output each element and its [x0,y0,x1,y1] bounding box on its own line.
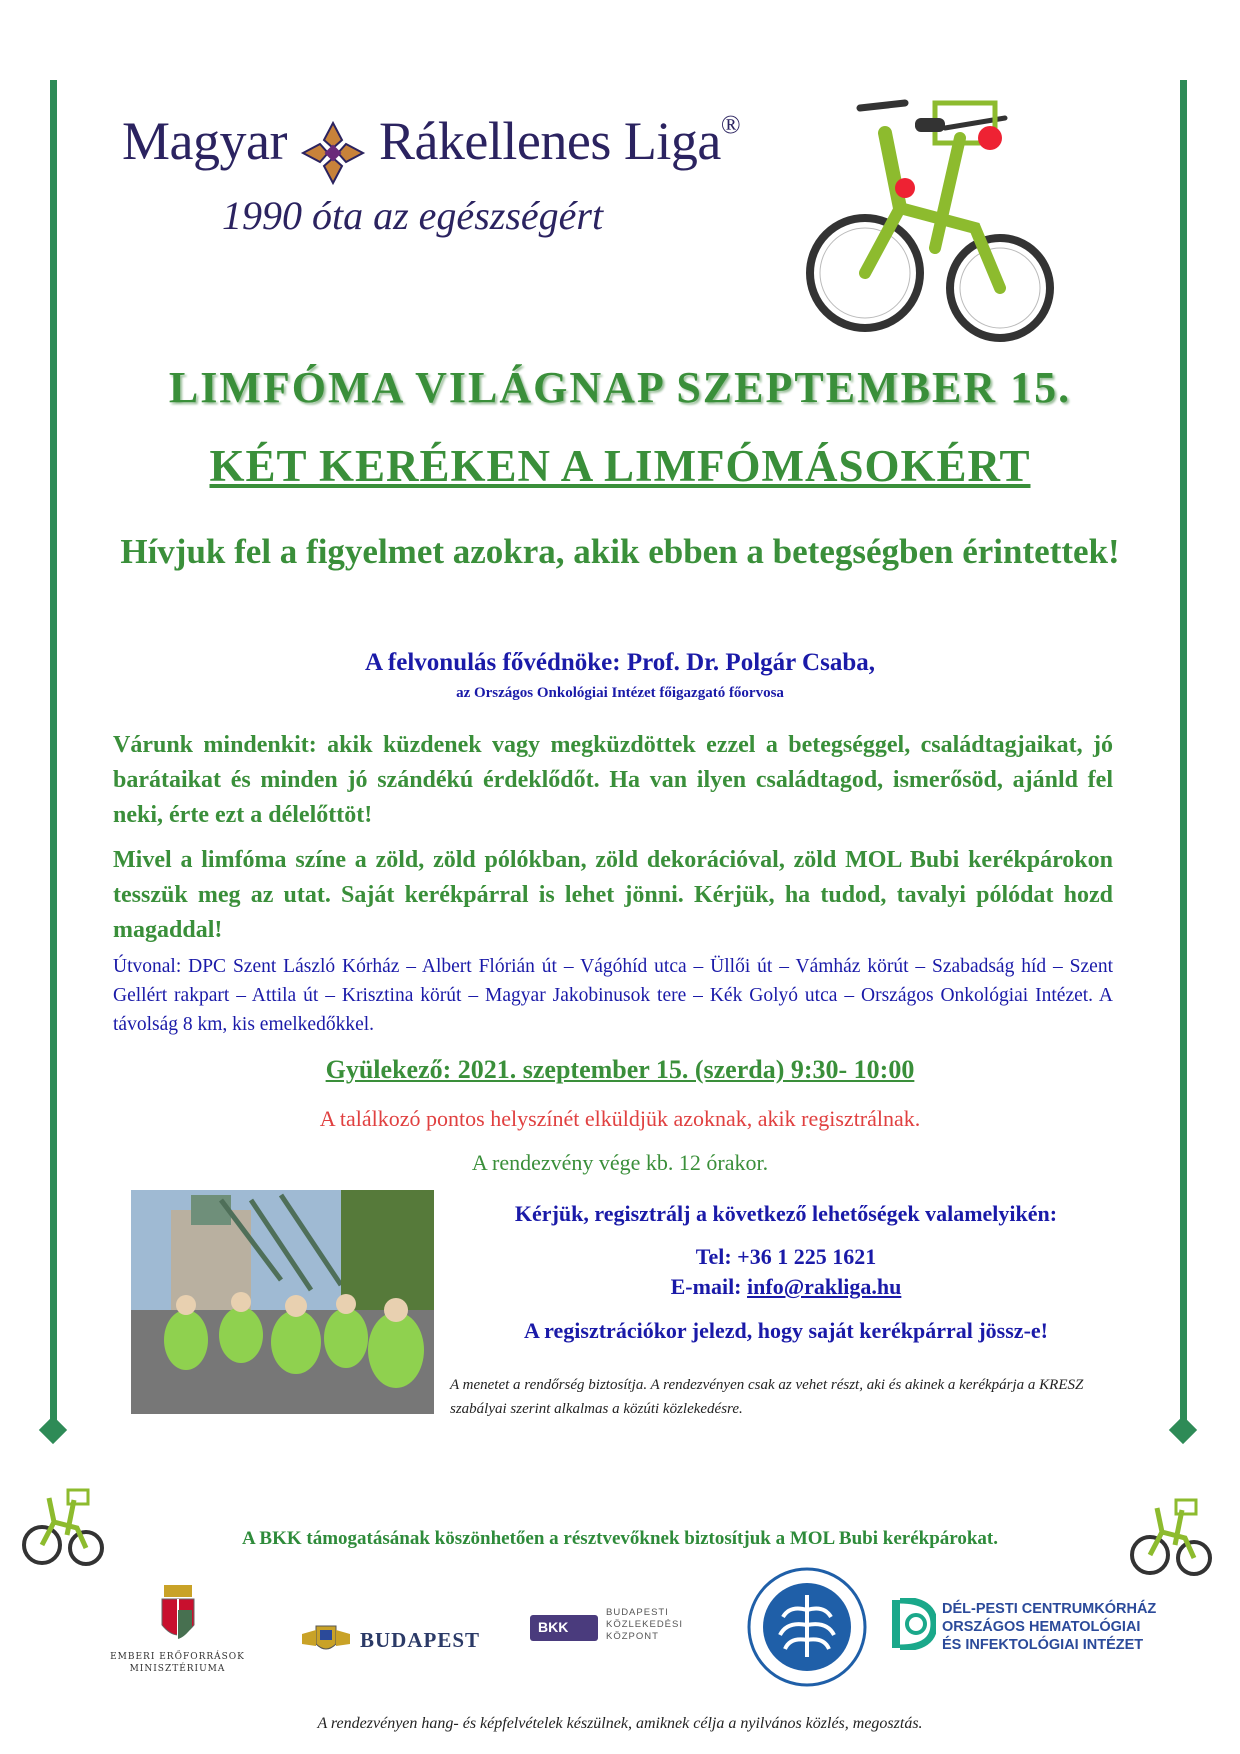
small-bike-left-image [22,1480,104,1570]
event-subtitle: KÉT KERÉKEN A LIMFÓMÁSOKÉRT [209,441,1031,491]
right-border-line [1180,80,1187,1430]
dpc-mark-icon [890,1598,936,1650]
dpc-logo [890,1598,1157,1658]
meeting-note: A találkozó pontos helyszínét elküldjük azoknak, akik regisztrálnak. [319,1106,921,1131]
registration-title: Kérjük, regisztrálj a következő lehetőségek valamelyikén: [514,1201,1058,1226]
footer-note: A rendezvényen hang- és képfelvételek készülnek, amiknek célja a nyilvános közlés, megosztás. [317,1715,923,1732]
dpc-name: DÉL-PESTI CENTRUMKÓRHÁZ ORSZÁGOS HEMATOLÓGIAI ÉS INFEKTOLÓGIAI INTÉZET [942,1601,1157,1653]
registration-email [456,1274,1116,1300]
budapest-logo [298,1620,498,1660]
emmi-line2: MINISZTÉRIUMA [129,1664,226,1674]
hungarian-coat-of-arms-icon [158,1585,198,1647]
registered-mark: ® [720,110,741,139]
email-link[interactable]: info@rakliga.hu [747,1274,902,1299]
right-border-diamond [1169,1416,1197,1444]
bkk-support-note: A BKK támogatásának köszönhetően a résztvevőknek biztosítjuk a MOL Bubi kerékpárokat. [241,1528,998,1549]
event-call: Hívjuk fel a figyelmet azokra, akik ebben a betegségben érintettek! [120,532,1120,571]
police-note: A menetet a rendőrség biztosítja. A rendezvényen csak az vehet részt, aki és akinek a kerékpárja a KRESZ szabályai szerint alkalmas a közúti közlekedésre. [450,1377,1084,1417]
registration-bike-note: A regisztrációkor jelezd, hogy saját kerékpárral jössz-e! [523,1318,1048,1343]
route-paragraph: Útvonal: DPC Szent László Kórház – Albert Flórián út – Vágóhíd utca – Üllői út – Vámház körút – Szabadság híd – Szent Gellért rakpart – Attila út – Krisztina körút – Magyar Jakobinusok tere – Kék Golyó utca – Országos Onkológiai Intézet. A távolság 8 km, kis emelkedőkkel. [113,956,1113,1035]
budapest-label: BUDAPEST [360,1628,481,1652]
brand-tagline: 1990 óta az egészségért [222,193,604,238]
brand-name [122,110,740,172]
national-oncology-institute-logo-icon [745,1565,870,1690]
budapest-crest-icon [298,1620,354,1656]
invite-paragraph: Várunk mindenkit: akik küzdenek vagy megküzdöttek ezzel a betegséggel, családtagjaikat, jó barátaikat és minden jó szándékú érdeklődőt. Ha van ilyen családtagod, ismerősöd, ajánld fel neki, érte ezt a délelőttöt! [113,732,1113,828]
liga-cross-logo-icon [298,118,368,188]
left-border-diamond [39,1416,67,1444]
gathering-time: Gyülekező: 2021. szeptember 15. (szerda) 9:30- 10:00 [325,1055,915,1084]
emmi-logo [95,1585,260,1695]
email-label: E-mail: [670,1274,748,1299]
emmi-line1: EMBERI ERŐFORRÁSOK [110,1652,245,1662]
patron-role: az Országos Onkológiai Intézet főigazgató főorvosa [456,685,784,701]
event-title: LIMFÓMA VILÁGNAP SZEPTEMBER 15. [168,363,1072,412]
mol-bubi-bike-image [805,78,1055,343]
patron-line: A felvonulás fővédnöke: Prof. Dr. Polgár Csaba, [365,649,875,676]
end-note: A rendezvény vége kb. 12 órakor. [471,1150,769,1175]
left-border-line [50,80,57,1430]
brand-name-part2: Rákellenes Liga [378,111,721,171]
bkk-mark: BKK [530,1615,598,1641]
brand-name-part1: Magyar [122,111,287,171]
registration-phone[interactable]: Tel: +36 1 225 1621 [695,1244,877,1269]
bkk-name: BUDAPESTI KÖZLEKEDÉSI KÖZPONT [606,1607,683,1642]
green-paragraph: Mivel a limfóma színe a zöld, zöld pólókban, zöld dekorációval, zöld MOL Bubi kerékpárokon tesszük meg az utat. Saját kerékpárral is lehet jönni. Kérjük, ha tudod, tavalyi pólódat hozd magaddal! [113,847,1113,943]
cyclists-photo [131,1190,434,1414]
bkk-logo [530,1605,690,1655]
